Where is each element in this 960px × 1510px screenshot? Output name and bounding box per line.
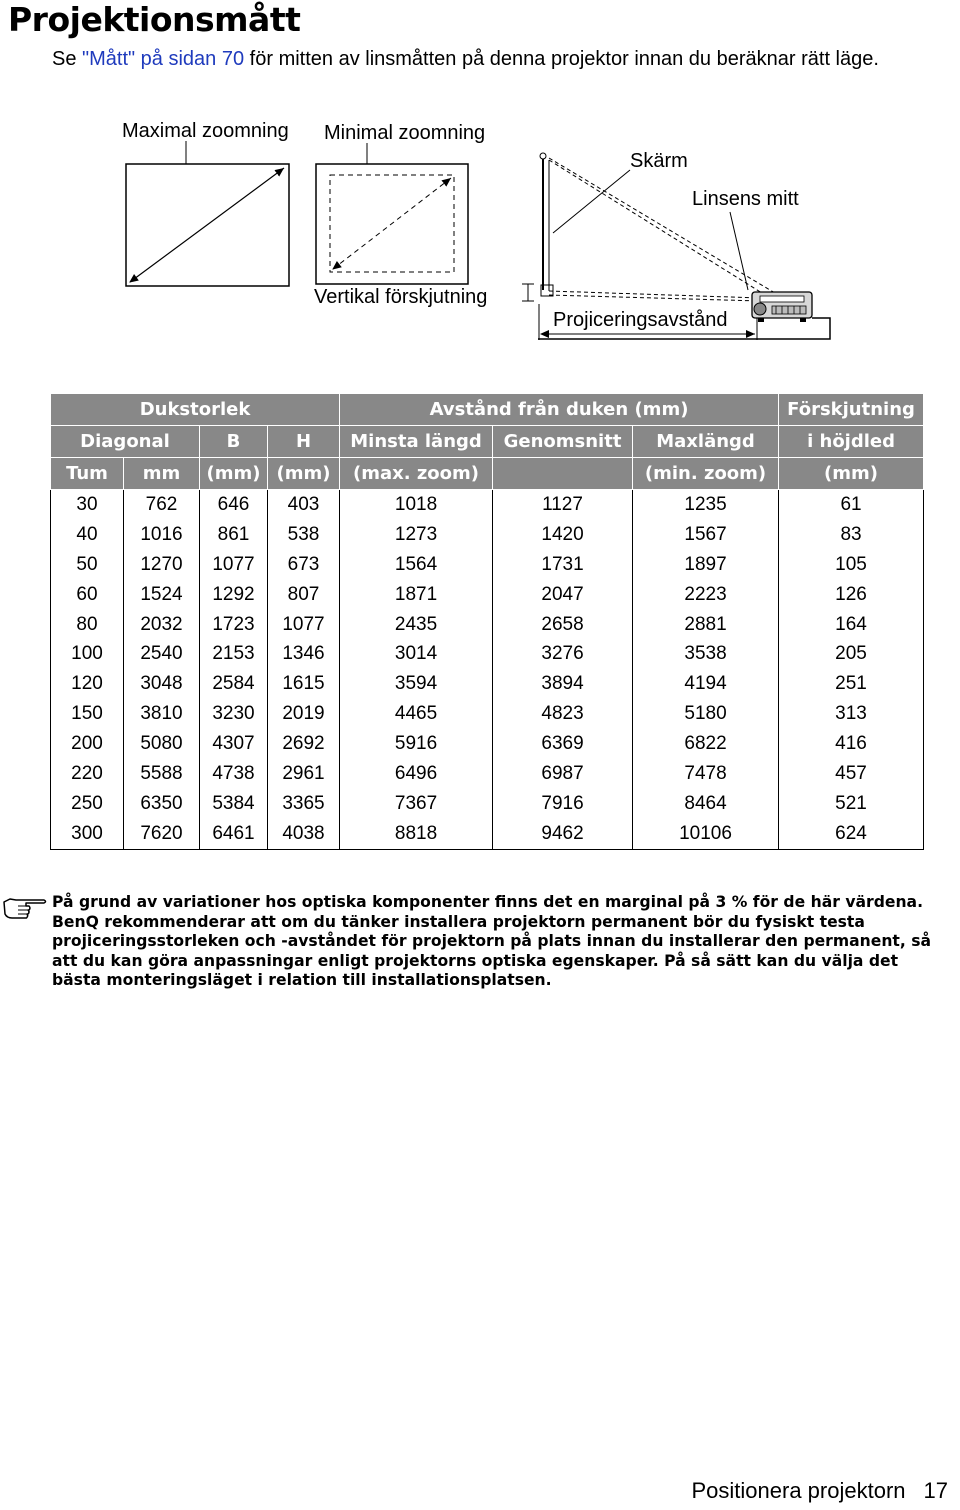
header-average-blank — [493, 458, 633, 490]
table-row — [51, 729, 924, 759]
table-cell: 5588 — [124, 759, 200, 789]
intro-suffix: för mitten av linsmåtten på denna projektor innan du beräknar rätt läge. — [244, 48, 879, 70]
table-cell: 807 — [268, 580, 340, 610]
table-cell: 2584 — [200, 669, 268, 699]
table-row — [51, 580, 924, 610]
footer-section: Positionera projektorn — [691, 1478, 906, 1503]
table-cell: 1731 — [493, 550, 633, 580]
header-max-zoom: (max. zoom) — [340, 458, 493, 490]
table-cell: 7620 — [124, 819, 200, 849]
table-cell: 3894 — [493, 669, 633, 699]
table-cell: 762 — [124, 490, 200, 520]
table-cell: 5180 — [633, 699, 779, 729]
table-cell: 2019 — [268, 699, 340, 729]
table-row — [51, 520, 924, 550]
table-cell: 205 — [779, 639, 924, 669]
table-cell: 4194 — [633, 669, 779, 699]
table-cell: 105 — [779, 550, 924, 580]
table-cell: 2540 — [124, 639, 200, 669]
table-cell: 200 — [51, 729, 124, 759]
page-number: 17 — [923, 1478, 948, 1503]
intro-prefix: Se — [52, 48, 83, 70]
table-cell: 1567 — [633, 520, 779, 550]
header-diagonal: Diagonal — [51, 426, 200, 458]
page-title: Projektionsmått — [8, 0, 301, 39]
table-cell: 521 — [779, 789, 924, 819]
table-cell: 4823 — [493, 699, 633, 729]
table-row — [51, 610, 924, 640]
table-cell: 1615 — [268, 669, 340, 699]
pointing-hand-icon — [2, 893, 48, 921]
table-cell: 150 — [51, 699, 124, 729]
table-cell: 1723 — [200, 610, 268, 640]
table-cell: 2692 — [268, 729, 340, 759]
page-footer — [692, 1478, 949, 1504]
table-cell: 5080 — [124, 729, 200, 759]
table-cell: 126 — [779, 580, 924, 610]
projection-distance-label: Projiceringsavstånd — [553, 309, 728, 331]
projection-dimensions-table — [50, 393, 924, 850]
screen-label: Skärm — [630, 150, 688, 172]
table-cell: 120 — [51, 669, 124, 699]
header-offset-line2: i höjdled — [779, 426, 924, 458]
table-cell: 100 — [51, 639, 124, 669]
table-row — [51, 639, 924, 669]
header-min-length: Minsta längd — [340, 426, 493, 458]
min-zoom-screen — [316, 143, 468, 284]
max-zoom-screen — [126, 141, 289, 286]
table-cell: 40 — [51, 520, 124, 550]
table-cell: 3230 — [200, 699, 268, 729]
table-cell: 646 — [200, 490, 268, 520]
table-cell: 1077 — [200, 550, 268, 580]
table-row — [51, 819, 924, 849]
table-cell: 2658 — [493, 610, 633, 640]
table-cell: 4465 — [340, 699, 493, 729]
table-cell: 30 — [51, 490, 124, 520]
table-cell: 403 — [268, 490, 340, 520]
table-cell: 9462 — [493, 819, 633, 849]
table-cell: 624 — [779, 819, 924, 849]
table-cell: 1077 — [268, 610, 340, 640]
table-cell: 2223 — [633, 580, 779, 610]
table-cell: 5384 — [200, 789, 268, 819]
table-cell: 1871 — [340, 580, 493, 610]
table-cell: 3594 — [340, 669, 493, 699]
table-cell: 673 — [268, 550, 340, 580]
header-b: B — [200, 426, 268, 458]
table-cell: 1016 — [124, 520, 200, 550]
header-max-length: Maxlängd — [633, 426, 779, 458]
table-cell: 3048 — [124, 669, 200, 699]
min-zoom-label: Minimal zoomning — [324, 122, 486, 144]
table-cell: 538 — [268, 520, 340, 550]
table-cell: 1127 — [493, 490, 633, 520]
table-cell: 2435 — [340, 610, 493, 640]
table-cell: 220 — [51, 759, 124, 789]
table-cell: 416 — [779, 729, 924, 759]
table-cell: 6822 — [633, 729, 779, 759]
table-cell: 8818 — [340, 819, 493, 849]
projector-icon — [752, 292, 812, 322]
table-row — [51, 669, 924, 699]
table-row — [51, 699, 924, 729]
table-cell: 4307 — [200, 729, 268, 759]
header-b-unit: (mm) — [200, 458, 268, 490]
header-distance: Avstånd från duken (mm) — [340, 394, 779, 426]
vertical-offset-label: Vertikal förskjutning — [314, 286, 488, 308]
intro-paragraph — [52, 46, 932, 72]
table-cell: 2153 — [200, 639, 268, 669]
table-cell: 251 — [779, 669, 924, 699]
header-average: Genomsnitt — [493, 426, 633, 458]
table-cell: 6496 — [340, 759, 493, 789]
header-tum: Tum — [51, 458, 124, 490]
table-cell: 3365 — [268, 789, 340, 819]
table-cell: 1292 — [200, 580, 268, 610]
table-cell: 1270 — [124, 550, 200, 580]
table-cell: 1346 — [268, 639, 340, 669]
table-cell: 1273 — [340, 520, 493, 550]
table-cell: 4038 — [268, 819, 340, 849]
table-row — [51, 550, 924, 580]
table-cell: 6350 — [124, 789, 200, 819]
table-cell: 2961 — [268, 759, 340, 789]
table-cell: 10106 — [633, 819, 779, 849]
table-cell: 250 — [51, 789, 124, 819]
table-cell: 164 — [779, 610, 924, 640]
table-cell: 2032 — [124, 610, 200, 640]
header-h: H — [268, 426, 340, 458]
table-cell: 313 — [779, 699, 924, 729]
table-cell: 5916 — [340, 729, 493, 759]
table-cell: 6369 — [493, 729, 633, 759]
table-cell: 7367 — [340, 789, 493, 819]
table-cell: 4738 — [200, 759, 268, 789]
table-cell: 1235 — [633, 490, 779, 520]
table-row — [51, 789, 924, 819]
table-cell: 7478 — [633, 759, 779, 789]
note-text: På grund av variationer hos optiska komponenter finns det en marginal på 3 % för de här värdena. BenQ rekommenderar att om du tänker installera projektorn permanent bör du fysiskt testa projiceringsstorleken och -avståndet för projektorn på plats innan du installerar den permanent, så att du kan göra anpassningar enligt projektorns optiska egenskaper. På så sätt kan du välja det bästa monteringsläget i relation till installationsplatsen. — [52, 893, 932, 990]
table-cell: 6987 — [493, 759, 633, 789]
table-cell: 83 — [779, 520, 924, 550]
table-cell: 3276 — [493, 639, 633, 669]
header-screen-size: Dukstorlek — [51, 394, 340, 426]
table-cell: 861 — [200, 520, 268, 550]
projection-diagram — [0, 108, 960, 358]
table-cell: 50 — [51, 550, 124, 580]
table-cell: 61 — [779, 490, 924, 520]
header-offset-line1: Förskjutning — [779, 394, 924, 426]
table-cell: 2047 — [493, 580, 633, 610]
table-cell: 8464 — [633, 789, 779, 819]
header-h-unit: (mm) — [268, 458, 340, 490]
table-cell: 3014 — [340, 639, 493, 669]
table-cell: 300 — [51, 819, 124, 849]
header-min-zoom: (min. zoom) — [633, 458, 779, 490]
table-cell: 60 — [51, 580, 124, 610]
header-mm: mm — [124, 458, 200, 490]
lens-center-label: Linsens mitt — [692, 188, 799, 210]
table-cell: 7916 — [493, 789, 633, 819]
header-offset-line3: (mm) — [779, 458, 924, 490]
table-cell: 1564 — [340, 550, 493, 580]
table-row — [51, 759, 924, 789]
table-cell: 1018 — [340, 490, 493, 520]
dimensions-page-link[interactable]: "Mått" på sidan 70 — [82, 48, 245, 70]
table-cell: 3810 — [124, 699, 200, 729]
table-cell: 2881 — [633, 610, 779, 640]
table-cell: 457 — [779, 759, 924, 789]
table-cell: 6461 — [200, 819, 268, 849]
table-row — [51, 490, 924, 520]
table-cell: 1524 — [124, 580, 200, 610]
table-cell: 80 — [51, 610, 124, 640]
table-cell: 1897 — [633, 550, 779, 580]
table-cell: 3538 — [633, 639, 779, 669]
table-body — [51, 490, 924, 850]
table-cell: 1420 — [493, 520, 633, 550]
max-zoom-label: Maximal zoomning — [122, 120, 289, 142]
